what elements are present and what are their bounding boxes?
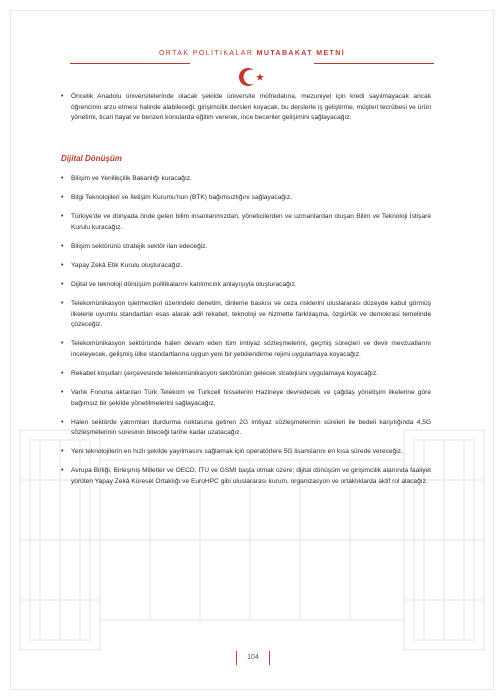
list-item (61, 339, 431, 360)
bullet-icon: • (61, 340, 64, 348)
list-item-text: Bilişim sektörünü stratejik sektör ilan edeceğiz. (71, 242, 208, 250)
bullet-icon: • (61, 369, 64, 377)
list-item (61, 242, 431, 253)
bullet-icon: • (61, 448, 64, 456)
bullet-icon: • (61, 280, 64, 288)
list-item (61, 92, 431, 124)
page-number: 104 (236, 651, 270, 665)
list-item-text: Telekomünikasyon işletmecileri üzerindeki denetim, dinleme baskısı ve ceza risklerini uluslararası düzeyde kabul görmüş ilkelerle uyumlu standartları esas alarak adil rekabet, teknoloji ve hizmette farklılaşma, özgürlük ve demokrasi temelinde çözeceğiz. (71, 299, 431, 329)
header-title-light: ORTAK POLİTİKALAR (158, 50, 254, 57)
list-item (61, 212, 431, 233)
bullet-icon: • (61, 467, 64, 475)
bullet-icon: • (61, 389, 64, 396)
bullet-icon: • (61, 174, 64, 182)
section-title: Dijital Dönüşüm (61, 153, 122, 163)
bullet-icon: • (61, 212, 64, 220)
bullet-icon: • (61, 418, 64, 426)
list-item-text: Türkiye'de ve dünyada önde gelen bilim insanlarımızdan, yöneticilerden ve uzmanlardan oluşan Bilim ve Teknoloji İstişare Kurulu kuracağız. (71, 212, 431, 231)
list-item (61, 369, 431, 380)
bullet-icon: • (61, 261, 64, 269)
list-item-text: Halen sektörde yatırımları durdurma noktasına getiren 2G imtiyaz sözleşmelerinin süreleri ile bedeli karşılığında 4,5G sözleşmelerinin süresinin biteceği tarihe kadar uzatacağız. (71, 418, 431, 437)
list-item-text: Dijital ve teknoloji dönüşüm politikalarını katılımcılık anlayışıyla oluşturacağız. (71, 280, 297, 288)
list-item-text: Telekomünikasyon sektöründe halen devam eden tüm imtiyaz sözleşmelerini, geçmiş süreçleri ve devir mevzuatlarını inceleyecek, gelişmiş ülke standartlarına uygun yeni bir yetkilendirme rejimi uygulamaya koyacağız. (71, 340, 431, 358)
list-item-text: Öncelik Anadolu üniversitelerinde olacak şekilde üniversite müfredatına, mezuniyet için kredi sayılmayacak ancak öğrencinin arzu etmesi halinde alabileceği, girişimcilik dersleri koyacak, bu derslerle iş geliştirme, müşteri tecrübesi ve ürün yönetimi, ticari hayat ve benzeri konularda eğitim vererek, ince beceriler gelişimini sağlayacağız. (71, 93, 431, 122)
list-item-text: Rekabet koşulları çerçevesinde telekomünikasyon sektörünün gelecek stratejisini uygulamaya koyacağız. (71, 369, 379, 377)
list-item (61, 174, 431, 185)
header-title-bold: MUTABAKAT METNİ (256, 50, 346, 57)
crescent-star-icon (236, 66, 268, 88)
running-header (0, 50, 504, 57)
list-item (61, 280, 431, 291)
list-item (61, 299, 431, 331)
page-content (61, 92, 431, 496)
list-item-text: Bilgi Teknolojileri ve İletişim Kurumu'nun (BTK) bağımsızlığını sağlayacağız. (71, 193, 293, 201)
list-item-text: Yeni teknolojilerin en hızlı şekilde yayılmasını sağlamak için operatörlere 5G lisanslarını en kısa sürede vereceğiz. (71, 448, 403, 456)
header-rule-right (314, 63, 434, 64)
list-item-text: Yapay Zekâ Etik Kurulu oluşturacağız. (71, 261, 183, 269)
list-item (61, 447, 431, 458)
list-item-text: Varlık Fonuna aktarılan Türk Telekom ve Turkcell hisselerini Hazineye devredecek ve çağdaş yönetişim ilkelerine göre bağımsız bir şekilde yönetilmelerini sağlayacağız. (71, 389, 431, 407)
bullet-icon: • (61, 242, 64, 250)
header-rule-left (70, 63, 190, 64)
list-item (61, 466, 431, 487)
list-item (61, 193, 431, 204)
list-item-text: Bilişim ve Yenilikçilik Bakanlığı kuracağız. (71, 174, 192, 182)
bullet-icon: • (61, 193, 64, 201)
list-item (61, 418, 431, 439)
bullet-icon: • (61, 93, 64, 100)
bullet-icon: • (61, 299, 64, 307)
list-item (61, 261, 431, 272)
list-item-text: Avrupa Birliği, Birleşmiş Milletler ve OECD, ITU ve GSMI başta olmak üzere; dijital dönüşüm ve girişimcilik alanında faaliyet yürüten Yapay Zekâ Küresel Ortaklığı ve EuroHPC gibi uluslararası kurum, organizasyon ve ortaklıklarda aktif rol alacağız. (71, 467, 431, 486)
list-item (61, 388, 431, 409)
